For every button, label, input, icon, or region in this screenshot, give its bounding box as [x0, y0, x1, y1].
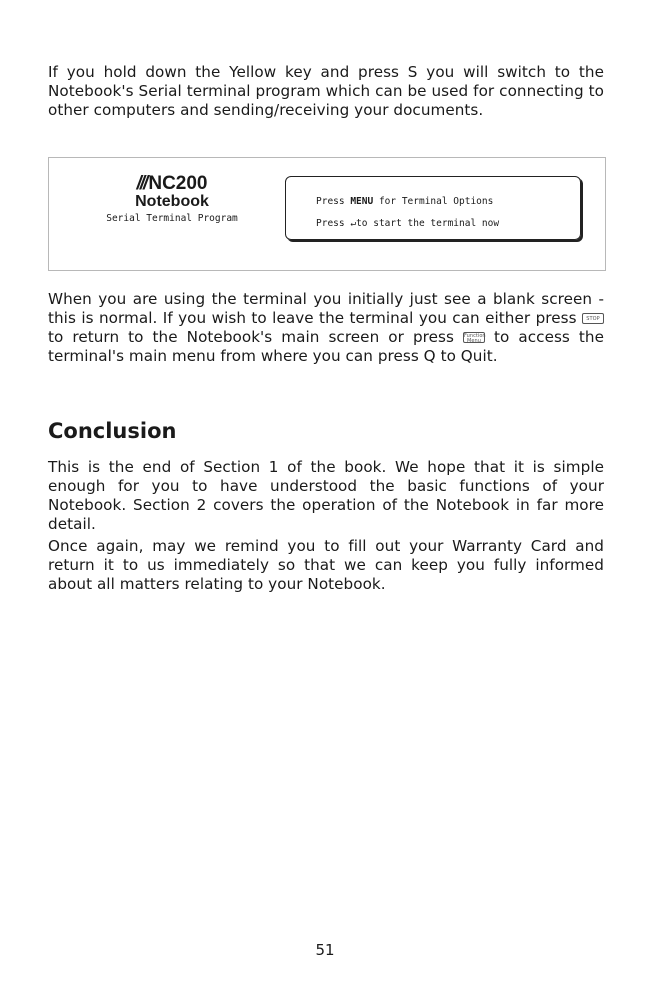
- conclusion-heading: Conclusion: [48, 419, 177, 443]
- amstrad-logo-icon: ///: [136, 173, 147, 194]
- program-name: Serial Terminal Program: [106, 213, 238, 224]
- menu-key-icon: Function Menu: [463, 333, 486, 344]
- terminal-screen-illustration: [48, 157, 606, 271]
- start-prompt-line: Press ↵to start the terminal now: [316, 218, 500, 229]
- conclusion-paragraph-2: Once again, may we remind you to fill out your Warranty Card and return it to us immediately so that we can keep you fully informed about all matters relating to your Notebook.: [48, 537, 604, 593]
- menu-key-label: MENU: [350, 196, 374, 207]
- stop-key-icon: STOP: [582, 313, 604, 324]
- logo-subtitle: Notebook: [135, 193, 209, 210]
- return-key-icon: ↵: [350, 218, 357, 229]
- nc200-logo: [77, 174, 267, 226]
- logo-title: NC200: [148, 173, 208, 194]
- page-number: 51: [315, 941, 335, 959]
- conclusion-paragraph-1: This is the end of Section 1 of the book. We hope that it is simple enough for you to have understood the basic functions of your Notebook. Section 2 covers the operation of the Notebook in far more detail.: [48, 458, 604, 533]
- terminal-prompt-box: [285, 176, 581, 240]
- menu-prompt-line: Press MENU for Terminal Options: [316, 196, 494, 207]
- intro-paragraph: If you hold down the Yellow key and press S you will switch to the Notebook's Serial terminal program which can be used for connecting to other computers and sending/receiving your documents.: [48, 63, 604, 119]
- terminal-paragraph: When you are using the terminal you initially just see a blank screen - this is normal. If you wish to leave the terminal you can either press STOP to return to the Notebook's main screen or press Function Menu to access the terminal's main menu from where you can press Q to Quit.: [48, 290, 605, 365]
